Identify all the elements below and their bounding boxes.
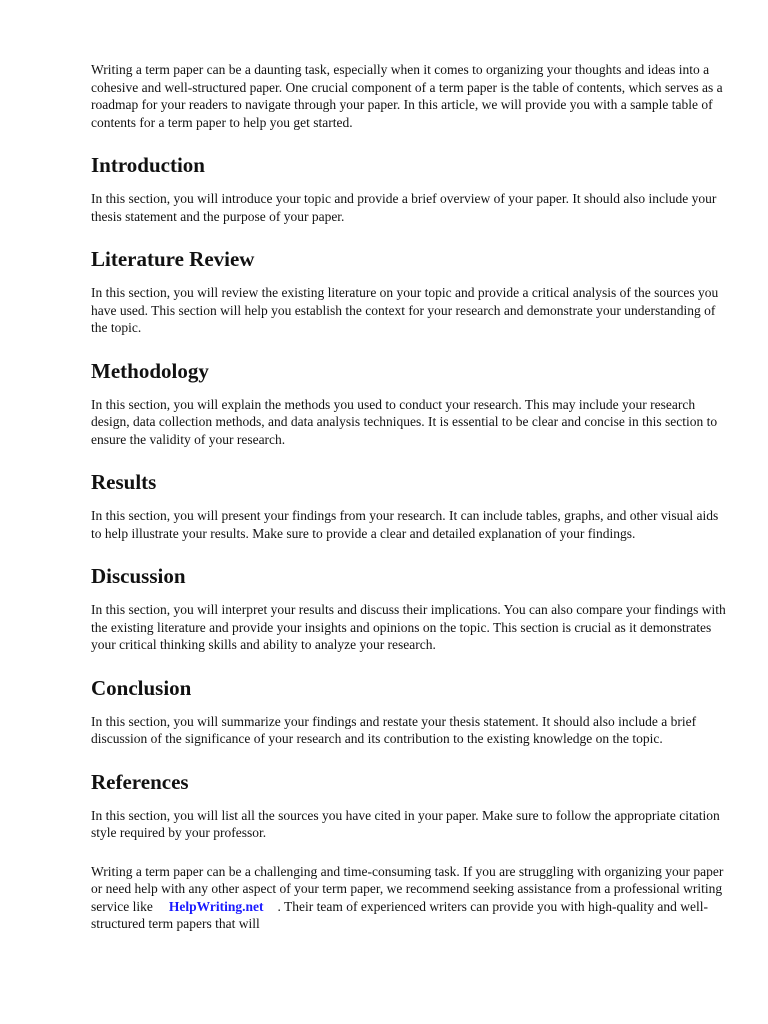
- section-discussion: [91, 563, 728, 654]
- section-introduction: [91, 152, 728, 225]
- section-literature-review: [91, 246, 728, 337]
- closing-text-before-link: Writing a term paper can be a challenging and time-consuming task. If you are struggling with organizing your paper or need help with any other aspect of your term paper, we recommend seeking assistance from a professional writing service like: [91, 863, 724, 914]
- section-methodology: [91, 358, 728, 449]
- section-body: In this section, you will present your findings from your research. It can include tables, graphs, and other visual aids to help illustrate your results. Make sure to provide a clear and detailed explanation of your findings.: [91, 508, 719, 541]
- section-heading: Methodology: [91, 358, 209, 383]
- intro-paragraph: Writing a term paper can be a daunting task, especially when it comes to organizing your thoughts and ideas into a cohesive and well-structured paper. One crucial component of a term paper is the table of contents, which serves as a roadmap for your readers to navigate through your paper. In this article, we will provide you with a sample table of contents for a term paper to help you get started.: [91, 62, 723, 130]
- section-results: [91, 469, 728, 542]
- section-body: In this section, you will list all the sources you have cited in your paper. Make sure to follow the appropriate citation style required by your professor.: [91, 807, 720, 840]
- section-heading: Results: [91, 470, 157, 494]
- section-heading: Discussion: [91, 564, 186, 588]
- section-body: In this section, you will review the existing literature on your topic and provide a critical analysis of the sources you have used. This section will help you establish the context for your research and demonstrate your understanding of the topic.: [91, 285, 719, 335]
- section-conclusion: [91, 675, 728, 748]
- section-references: [91, 769, 728, 842]
- section-body: In this section, you will introduce your topic and provide a brief overview of your paper. It should also include your thesis statement and the purpose of your paper.: [91, 191, 717, 224]
- closing-text-after-link: . Their team of experienced writers can provide you with high-quality and well-structured term papers that will: [91, 898, 708, 931]
- section-body: In this section, you will explain the methods you used to conduct your research. This may include your research design, data collection methods, and data analysis techniques. It is essential to be clear and concise in this section to ensure the validity of your research.: [91, 396, 718, 447]
- closing-paragraph: [91, 863, 728, 933]
- helpwriting-link[interactable]: HelpWriting.net: [168, 898, 264, 914]
- section-heading: Conclusion: [91, 675, 192, 700]
- section-body: In this section, you will summarize your findings and restate your thesis statement. It should also include a brief discussion of the significance of your research and its contribution to the existing knowledge on the topic.: [91, 713, 697, 746]
- section-heading: Literature Review: [91, 247, 255, 271]
- section-heading: Introduction: [91, 153, 205, 177]
- section-heading: References: [91, 769, 189, 794]
- section-body: In this section, you will interpret your results and discuss their implications. You can also compare your findings with the existing literature and provide your insights and opinions on the topic. This section is crucial as it demonstrates your critical thinking skills and ability to analyze your research.: [91, 602, 726, 652]
